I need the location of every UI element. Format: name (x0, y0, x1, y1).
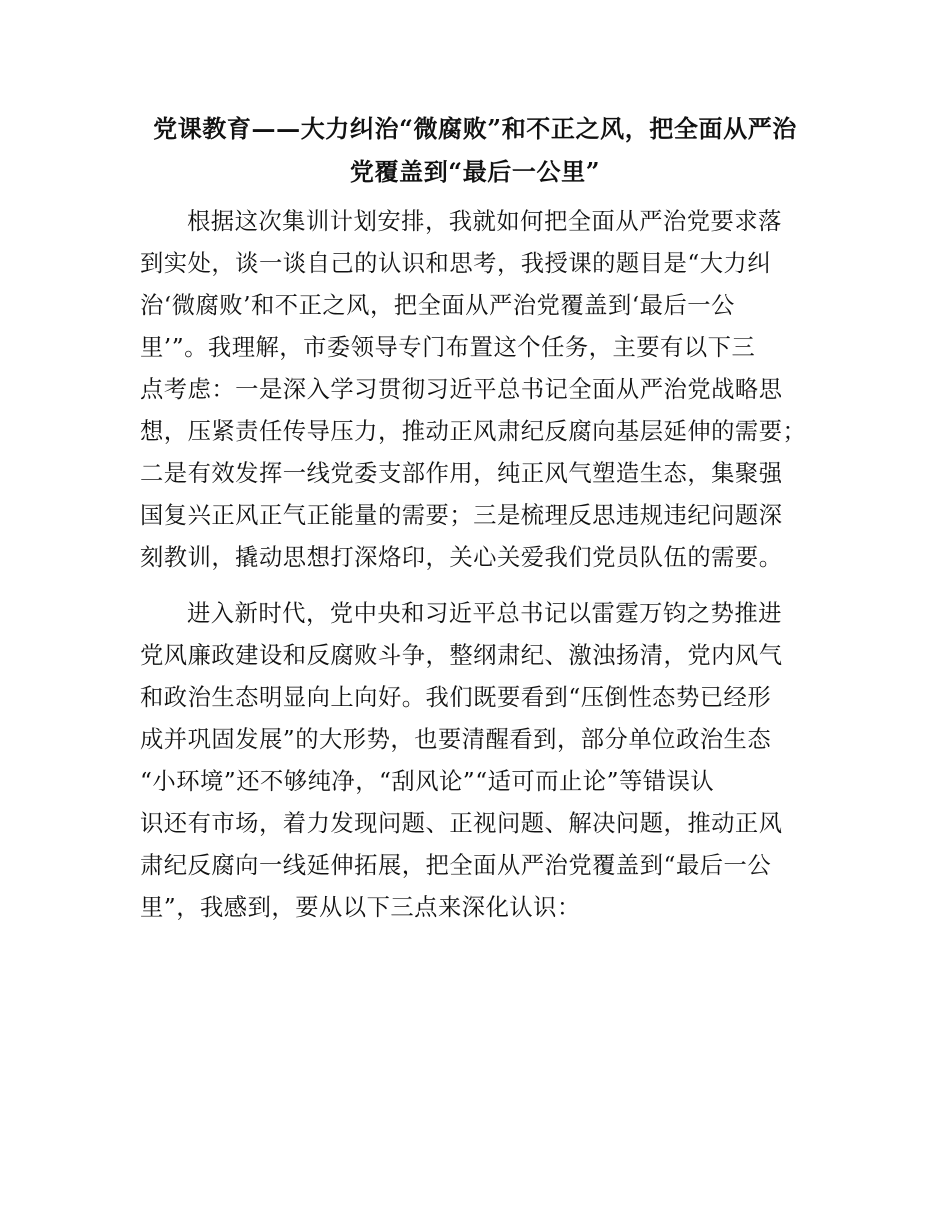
paragraph-2-line-2: 党风廉政建设和反腐败斗争，整纲肃纪、激浊扬清，党内风气 (140, 642, 783, 669)
document-title-line-2: 党覆盖到“最后一公里” (349, 157, 601, 186)
paragraph-1-line-6: 想，压紧责任传导压力，推动正风肃纪反腐向基层延伸的需要； (140, 418, 807, 445)
paragraph-2-line-3: 和政治生态明显向上向好。我们既要看到“压倒性态势已经形 (140, 684, 772, 711)
paragraph-1-line-9: 刻教训，撬动思想打深烙印，关心关爱我们党员队伍的需要。 (140, 544, 783, 571)
paragraph-1-line-2: 到实处，谈一谈自己的认识和思考，我授课的题目是“大力纠 (140, 250, 772, 277)
paragraph-1-line-4: 里’”。我理解，市委领导专门布置这个任务，主要有以下三 (140, 334, 756, 361)
paragraph-1-line-7: 二是有效发挥一线党委支部作用，纯正风气塑造生态，集聚强 (140, 460, 783, 487)
paragraph-1-line-5: 点考虑：一是深入学习贯彻习近平总书记全面从严治党战略思 (140, 376, 783, 403)
paragraph-1-line-8: 国复兴正风正气正能量的需要；三是梳理反思违规违纪问题深 (140, 502, 783, 529)
paragraph-2-line-6: 识还有市场，着力发现问题、正视问题、解决问题，推动正风 (140, 810, 783, 837)
paragraph-1-line-3: 治‘微腐败’和不正之风，把全面从严治党覆盖到‘最后一公 (140, 292, 735, 319)
paragraph-2-line-8: 里”，我感到，要从以下三点来深化认识： (140, 894, 581, 921)
document-title-line-1: 党课教育——大力纠治“微腐败”和不正之风，把全面从严治 (153, 114, 797, 143)
paragraph-2-line-1: 进入新时代，党中央和习近平总书记以雷霆万钧之势推进 (187, 600, 782, 627)
paragraph-2-line-5: “小环境”还不够纯净，“刮风论”“适可而止论”等错误认 (140, 768, 715, 795)
paragraph-2-line-7: 肃纪反腐向一线延伸拓展，把全面从严治党覆盖到“最后一公 (140, 852, 772, 879)
paragraph-1-line-1: 根据这次集训计划安排，我就如何把全面从严治党要求落 (187, 208, 782, 235)
paragraph-2-line-4: 成并巩固发展”的大形势，也要清醒看到，部分单位政治生态 (140, 726, 772, 753)
